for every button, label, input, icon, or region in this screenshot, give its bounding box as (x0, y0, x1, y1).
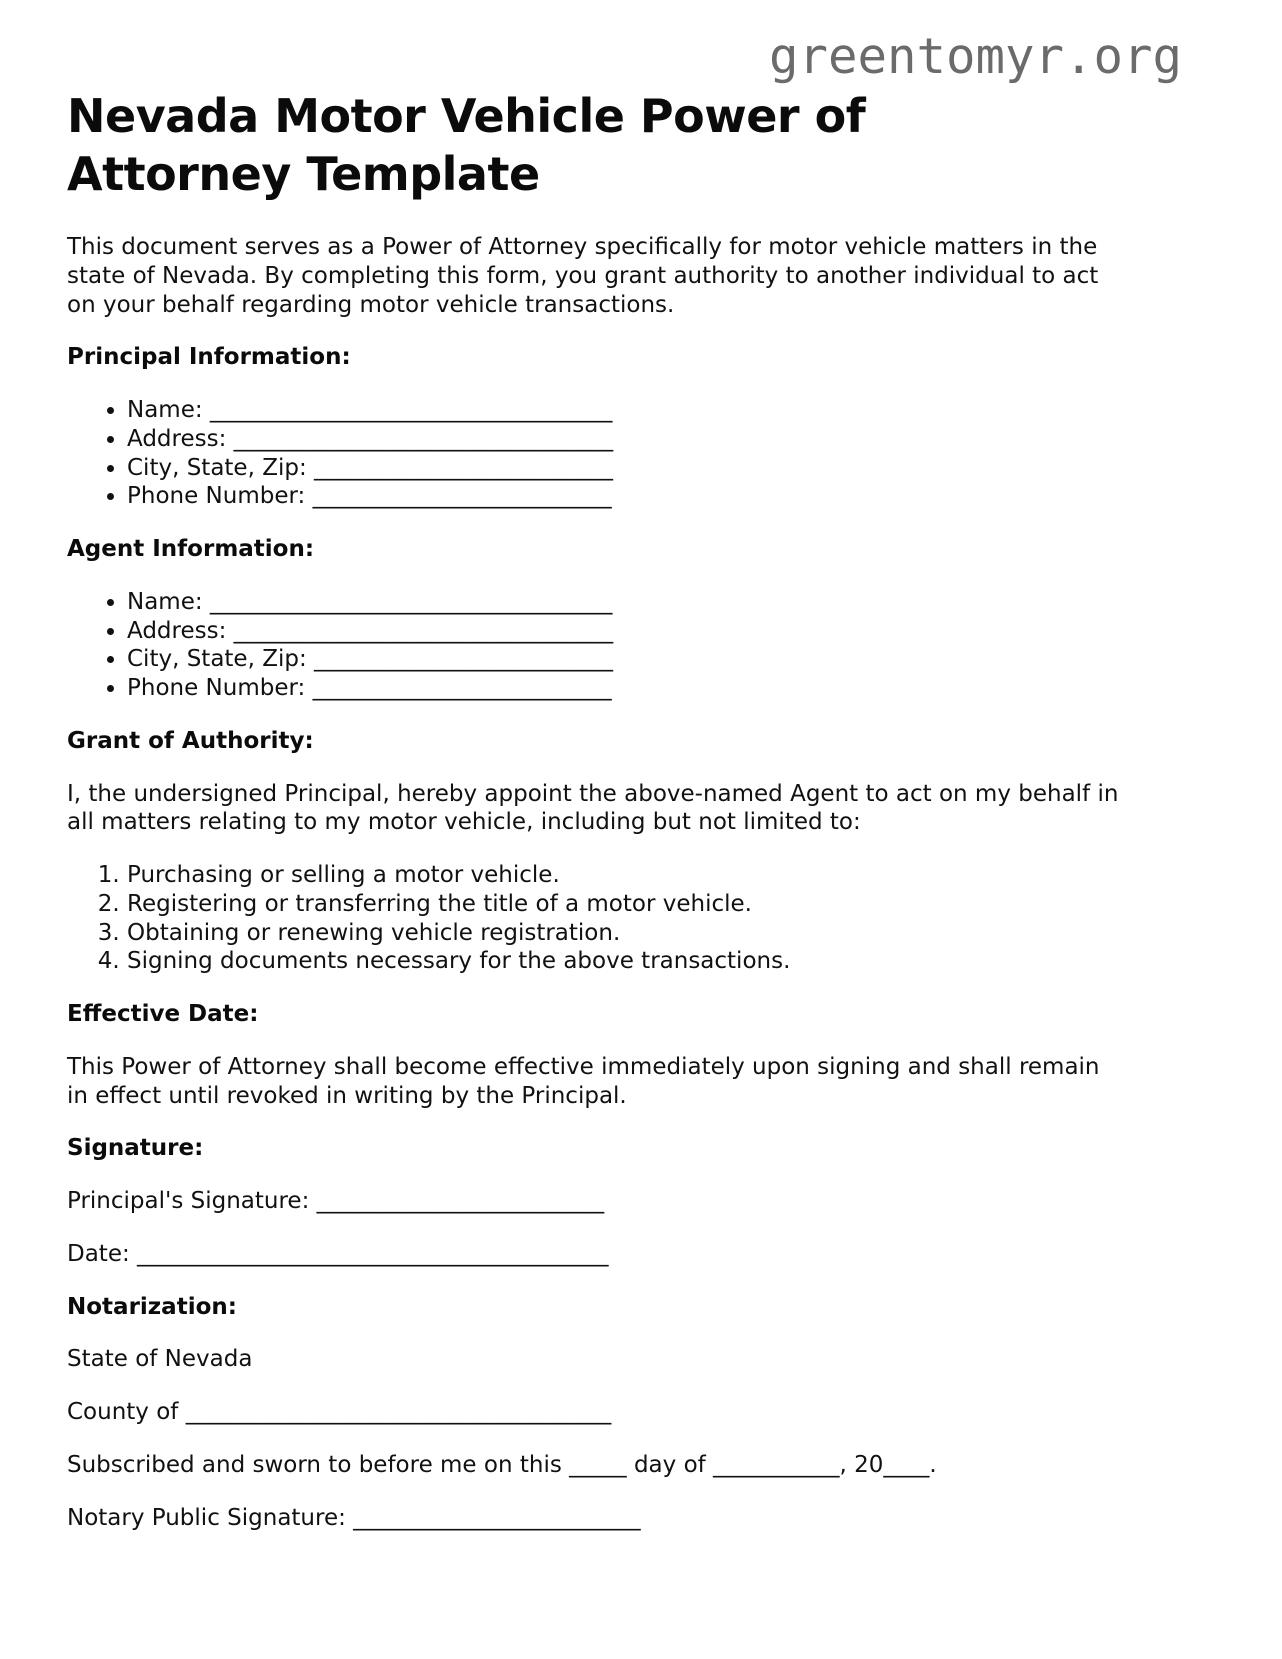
principal-signature-line: Principal's Signature: _________________________ (67, 1188, 605, 1214)
authority-item-signing: 4. Signing documents necessary for the above transactions. (127, 947, 1127, 976)
intro-paragraph: This document serves as a Power of Attorney specifically for motor vehicle matters in the state of Nevada. By completing this form, you grant authority to another individual to act on your behalf regarding motor vehicle transactions. (67, 234, 1099, 318)
notary-public-signature-line: Notary Public Signature: _________________________ (67, 1504, 641, 1531)
principal-city-state-zip-field-line: • City, State, Zip: __________________________ (127, 454, 1127, 483)
authority-item-registering: 2. Registering or transferring the title of a motor vehicle. (127, 890, 1127, 919)
agent-address-field-line: • Address: _________________________________ (127, 617, 1127, 646)
watermark-site-name: greentomyr.org (768, 28, 1182, 85)
principal-address-field-line: • Address: _________________________________ (127, 425, 1127, 454)
section-heading-grant-of-authority: Grant of Authority: (67, 727, 314, 754)
principal-name-field-line: • Name: ___________________________________ (127, 396, 1127, 425)
notarization-state-line: State of Nevada (67, 1346, 253, 1373)
agent-information-list (67, 588, 1127, 703)
agent-city-state-zip-field-line: • City, State, Zip: __________________________ (127, 645, 1127, 674)
section-heading-agent-information: Agent Information: (67, 536, 315, 562)
notarization-county-line: County of _____________________________________ (67, 1399, 612, 1425)
authority-item-purchasing: 1. Purchasing or selling a motor vehicle. (127, 861, 1127, 890)
notarization-sworn-line: Subscribed and sworn to before me on this _____ day of ___________, 20____. (67, 1451, 937, 1478)
document-content (0, 88, 1127, 1532)
agent-name-field-line: • Name: ___________________________________ (127, 588, 1127, 617)
section-heading-effective-date: Effective Date: (67, 1001, 259, 1027)
principal-information-list (67, 396, 1127, 511)
agent-phone-field-line: • Phone Number: __________________________ (127, 674, 1127, 703)
effective-date-paragraph: This Power of Attorney shall become effective immediately upon signing and shall remain in effect until revoked in writing by the Principal. (67, 1053, 1100, 1109)
grant-of-authority-paragraph: I, the undersigned Principal, hereby appoint the above-named Agent to act on my behalf in all matters relating to my motor vehicle, including but not limited to: (67, 780, 1119, 836)
authority-item-obtaining: 3. Obtaining or renewing vehicle registration. (127, 919, 1127, 948)
section-heading-principal-information: Principal Information: (67, 344, 351, 371)
authority-items-list (67, 861, 1127, 976)
section-heading-notarization: Notarization: (67, 1293, 237, 1320)
principal-phone-field-line: • Phone Number: __________________________ (127, 482, 1127, 511)
section-heading-signature: Signature: (67, 1135, 204, 1162)
signature-date-line: Date: _________________________________________ (67, 1240, 609, 1267)
page-title: Nevada Motor Vehicle Power of Attorney Template (67, 89, 866, 201)
